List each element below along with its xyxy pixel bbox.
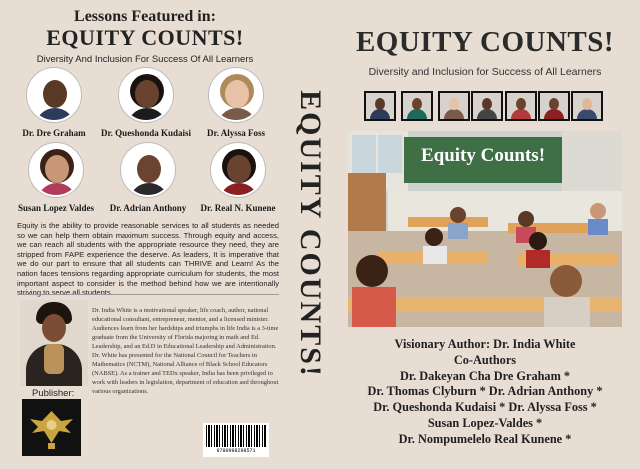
credit-line: Dr. Thomas Clyburn * Dr. Adrian Anthony * (367, 384, 603, 399)
contributor-name-3: Dr. Alyssa Foss (207, 128, 265, 138)
contributor-portrait-4 (29, 143, 83, 197)
publisher-logo (22, 399, 81, 456)
back-heading-title: EQUITY COUNTS! (46, 25, 244, 50)
front-title: EQUITY COUNTS! (355, 26, 615, 58)
credit-line: Dr. Nompumelelo Real Kunene * (398, 431, 572, 446)
author-photo (20, 300, 88, 386)
contributor-thumb-4 (471, 91, 503, 121)
credits (330, 337, 640, 448)
contributor-thumb-7 (571, 91, 603, 121)
contributor-name-6: Dr. Real N. Kunene (200, 203, 276, 213)
contributor-thumb-2 (401, 91, 433, 121)
contributor-name-2: Dr. Queshonda Kudaisi (101, 128, 191, 138)
contributor-portrait-1 (27, 68, 81, 122)
publisher-label: Publisher: (32, 388, 75, 399)
contributor-name-5: Dr. Adrian Anthony (109, 203, 187, 213)
eagle-icon (22, 399, 81, 456)
contributor-thumb-5 (505, 91, 537, 121)
spine-title: EQUITY COUNTS! (294, 90, 327, 378)
contributor-name-4: Susan Lopez Valdes (17, 203, 95, 213)
credit-line: Dr. Queshonda Kudaisi * Dr. Alyssa Foss * (373, 400, 597, 415)
classroom-image (348, 131, 622, 327)
barcode-number: 9780998298571 (216, 448, 256, 454)
contributor-portrait-3 (209, 68, 263, 122)
author-bio: Dr. India White is a motivational speaker, life coach, author, national educational consultant, entrepreneur, mentor, and a licensed minister. Audiences learn from her hardships and triumphs in life India is a 3-time graduate from the University of Florida majoring in math and Ed. Leadership, and an Ed.D in Educational Leadership and Administration. Dr. White has presented for the National Council for Teachers in Mathematics (NCTM), National Alliance of Black School Educators (NABSE). As a trainer and TEDx speaker, India has been privileged to work with leaders in legislation, department of education and throughout various organizations. (92, 307, 279, 395)
back-cover (0, 0, 290, 469)
credit-visionary-author: Visionary Author: Dr. India White (394, 337, 576, 351)
contributor-name-1: Dr. Dre Graham (22, 128, 86, 138)
front-cover (330, 0, 640, 469)
back-heading-subtitle: Diversity And Inclusion For Success Of All Learners (36, 54, 254, 65)
equity-description: Equity is the ability to provide reasonable services to all students as needed so we can help them obtain maximum success. Through equity and access, we can reach all students with the appropriate resource they need, they are stripped from FAPE experience the deserve. As leaders, It is imperative that we do our part to ensure that all students can THRIVE and Learn! As the nation faces tensions regarding appropriate curriculum for students, the most important aspect to consider is the method behind how we are intentionally striving to serve all students. (17, 221, 279, 298)
barcode-bars (206, 425, 266, 447)
credit-line: Susan Lopez-Valdes * (427, 415, 543, 430)
credit-co-authors-label: Co-Authors (453, 352, 517, 367)
credit-line: Dr. Dakeyan Cha Dre Graham * (399, 368, 571, 383)
front-subtitle: Diversity and Inclusion for Success of All Learners (368, 66, 602, 78)
contributor-thumb-1 (364, 91, 396, 121)
back-heading-lessons: Lessons Featured in: (74, 8, 216, 25)
chalkboard-text: Equity Counts! (420, 145, 546, 166)
contributor-portrait-6 (211, 143, 265, 197)
spine (290, 0, 330, 469)
contributor-portrait-2 (119, 68, 173, 122)
contributor-thumb-3 (438, 91, 470, 121)
divider (17, 294, 279, 295)
contributor-thumb-6 (538, 91, 570, 121)
barcode (203, 423, 269, 457)
contributor-portrait-5 (121, 143, 175, 197)
